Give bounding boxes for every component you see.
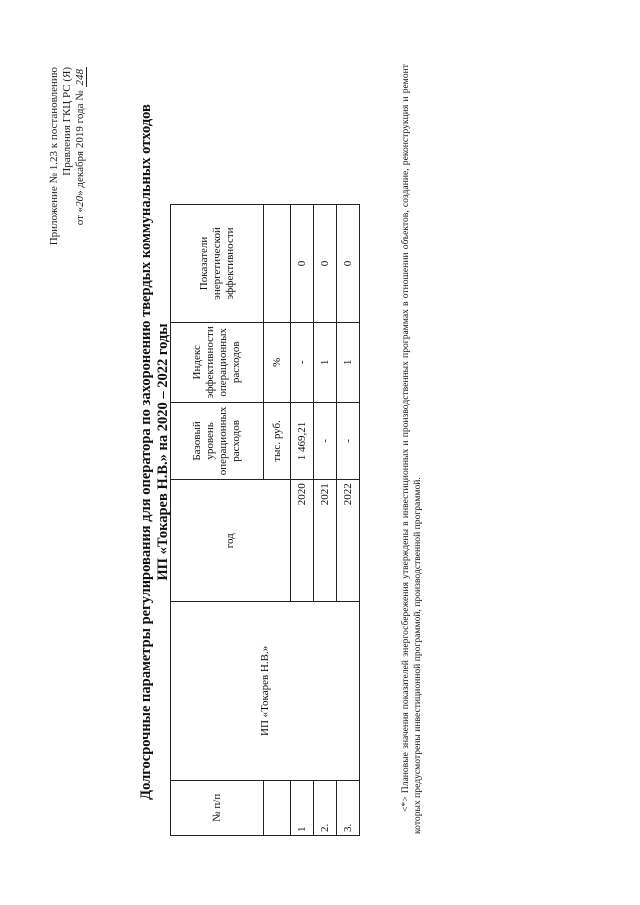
row-base: - (337, 402, 360, 480)
row-year: 2020 (291, 480, 314, 602)
row-base: - (314, 402, 337, 480)
appendix-date-middle: » декабря 2019 года № (74, 90, 86, 196)
appendix-line-2: Правления ГКЦ РС (Я) (61, 67, 73, 176)
rotated-content (20, 12, 620, 892)
appendix-stamp (48, 67, 87, 245)
header-index: Индекс эффективности операционных расходов (171, 322, 264, 402)
row-index: 1 (337, 322, 360, 402)
appendix-date-prefix: от « (74, 206, 86, 226)
document-title (138, 52, 172, 852)
table-header-row (171, 205, 264, 836)
title-line-1: Долгосрочные параметры регулирования для оператора по захоронению твердых коммунальных отходов (138, 104, 154, 800)
header-num: № п/п (171, 780, 264, 835)
operator-cell: ИП «Токарев Н.В.» (171, 602, 360, 780)
units-num (264, 780, 291, 835)
appendix-number: 248 (74, 69, 86, 86)
appendix-line-1: Приложение № 1.23 к постановлению (48, 67, 60, 246)
row-year: 2021 (314, 480, 337, 602)
row-index: - (291, 322, 314, 402)
row-eff: 0 (291, 205, 314, 323)
row-eff: 0 (337, 205, 360, 323)
title-line-2: ИП «Токарев Н.В.» на 2020 – 2022 годы (155, 323, 171, 581)
header-base: Базовый уровень операционных расходов (171, 402, 264, 480)
units-index: % (264, 322, 291, 402)
appendix-line-3 (74, 67, 87, 245)
footnote: <*> Плановые значения показателей энергосбережения утверждены в инвестиционных и производственных программах в отношении объектов, создание, реконструкция и ремонт которых предусмотрены инвестиционной программой, производственной программой. (400, 64, 423, 834)
row-base: 1 469,21 (291, 402, 314, 480)
row-num: 2. (314, 780, 337, 835)
units-eff (264, 205, 291, 323)
appendix-day: 20 (74, 195, 86, 207)
header-year: год (171, 480, 291, 602)
row-num: 3. (337, 780, 360, 835)
parameters-table (170, 204, 360, 836)
row-eff: 0 (314, 205, 337, 323)
row-index: 1 (314, 322, 337, 402)
row-year: 2022 (337, 480, 360, 602)
units-base: тыс. руб. (264, 402, 291, 480)
header-eff: Показатели энергетической эффективности (171, 205, 264, 323)
row-num: 1 (291, 780, 314, 835)
